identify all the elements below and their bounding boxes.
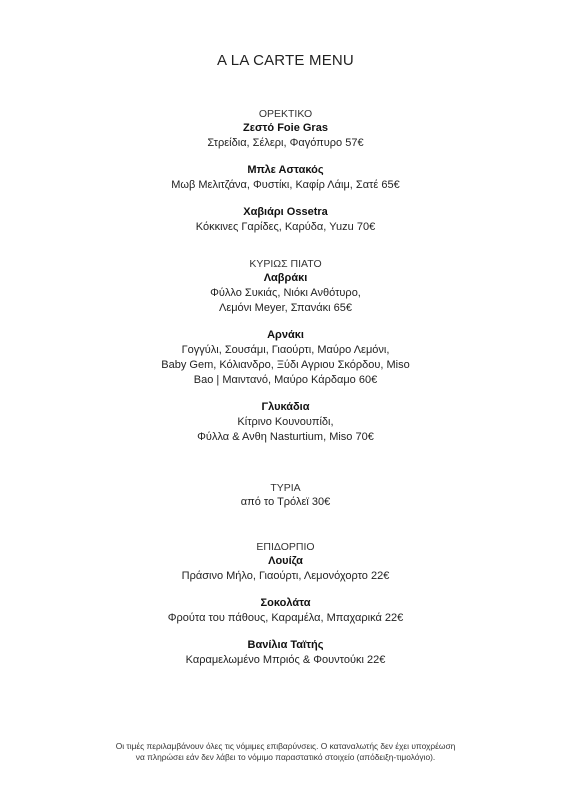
dish-item (0, 163, 571, 193)
section-title: ΟΡΕΚΤΙΚΟ (258, 108, 313, 120)
dish-description: Γογγύλι, Σουσάμι, Γιαούρτι, Μαύρο Λεμόνι, (181, 344, 390, 356)
dish-description: Λεμόνι Meyer, Σπανάκι 65€ (218, 302, 353, 314)
dish-item (0, 328, 571, 388)
legal-footer (0, 741, 571, 763)
dish-description: Στρείδια, Σέλερι, Φαγόπυρο 57€ (207, 137, 364, 149)
section-desserts (0, 540, 571, 668)
dish-description: Φύλλα & Ανθη Nasturtium, Miso 70€ (197, 431, 374, 443)
dish-name: Βανίλια Ταϊτής (247, 639, 324, 651)
dish-item (0, 554, 571, 584)
dish-description: Baby Gem, Κόλιανδρο, Ξύδι Αγριου Σκόρδου, Miso (161, 359, 410, 371)
dish-name: Χαβιάρι Ossetra (243, 206, 328, 218)
dish-name: Λαβράκι (263, 272, 308, 284)
dish-description: Bao | Μαιντανό, Μαύρο Κάρδαμο 60€ (193, 374, 378, 386)
dish-item (0, 271, 571, 316)
dish-name: Αρνάκι (267, 329, 304, 341)
dish-description: Μωβ Μελιτζάνα, Φυστίκι, Καφίρ Λάιμ, Σατέ 65€ (171, 179, 400, 191)
dish-description: Φύλλο Συκιάς, Νιόκι Ανθότυρο, (210, 287, 361, 299)
dish-description: Καραμελωμένο Μπριός & Φουντούκι 22€ (185, 654, 386, 666)
section-title: ΤΥΡΙΑ (270, 482, 301, 494)
dish-description: Φρούτα του πάθους, Καραμέλα, Μπαχαρικά 22€ (167, 612, 404, 624)
section-title: ΕΠΙΔΟΡΠΙΟ (256, 541, 315, 553)
dish-item (0, 638, 571, 668)
dish-description: Πράσινο Μήλο, Γιαούρτι, Λεμονόχορτο 22€ (181, 570, 390, 582)
dish-item (0, 400, 571, 445)
footer-line: Οι τιμές περιλαμβάνουν όλες τις νόμιμες επιβαρύνσεις. Ο καταναλωτής δεν έχει υποχρέωση (115, 741, 456, 751)
menu-body (0, 107, 571, 668)
dish-item (0, 205, 571, 235)
section-cheeses (0, 481, 571, 510)
dish-name: Γλυκάδια (261, 401, 310, 413)
dish-item (0, 596, 571, 626)
dish-description: Κίτρινο Κουνουπίδι, (237, 416, 334, 428)
section-starters (0, 107, 571, 235)
dish-description: από το Τρόλεϊ 30€ (240, 496, 331, 508)
dish-description: Κόκκινες Γαρίδες, Καρύδα, Yuzu 70€ (195, 221, 376, 233)
dish-name: Μπλε Αστακός (247, 164, 324, 176)
dish-name: Λουίζα (268, 555, 303, 567)
section-mains (0, 257, 571, 445)
footer-line: να πληρώσει εάν δεν λάβει το νόμιμο παραστατικό στοιχείο (απόδειξη-τιμολόγιο). (135, 752, 436, 762)
section-title: ΚΥΡΙΩΣ ΠΙΑΤΟ (249, 258, 322, 270)
dish-item (0, 495, 571, 510)
page-title: A LA CARTE MENU (217, 52, 354, 69)
dish-name: Σοκολάτα (260, 597, 311, 609)
dish-name: Ζεστό Foie Gras (243, 122, 328, 134)
dish-item (0, 121, 571, 151)
